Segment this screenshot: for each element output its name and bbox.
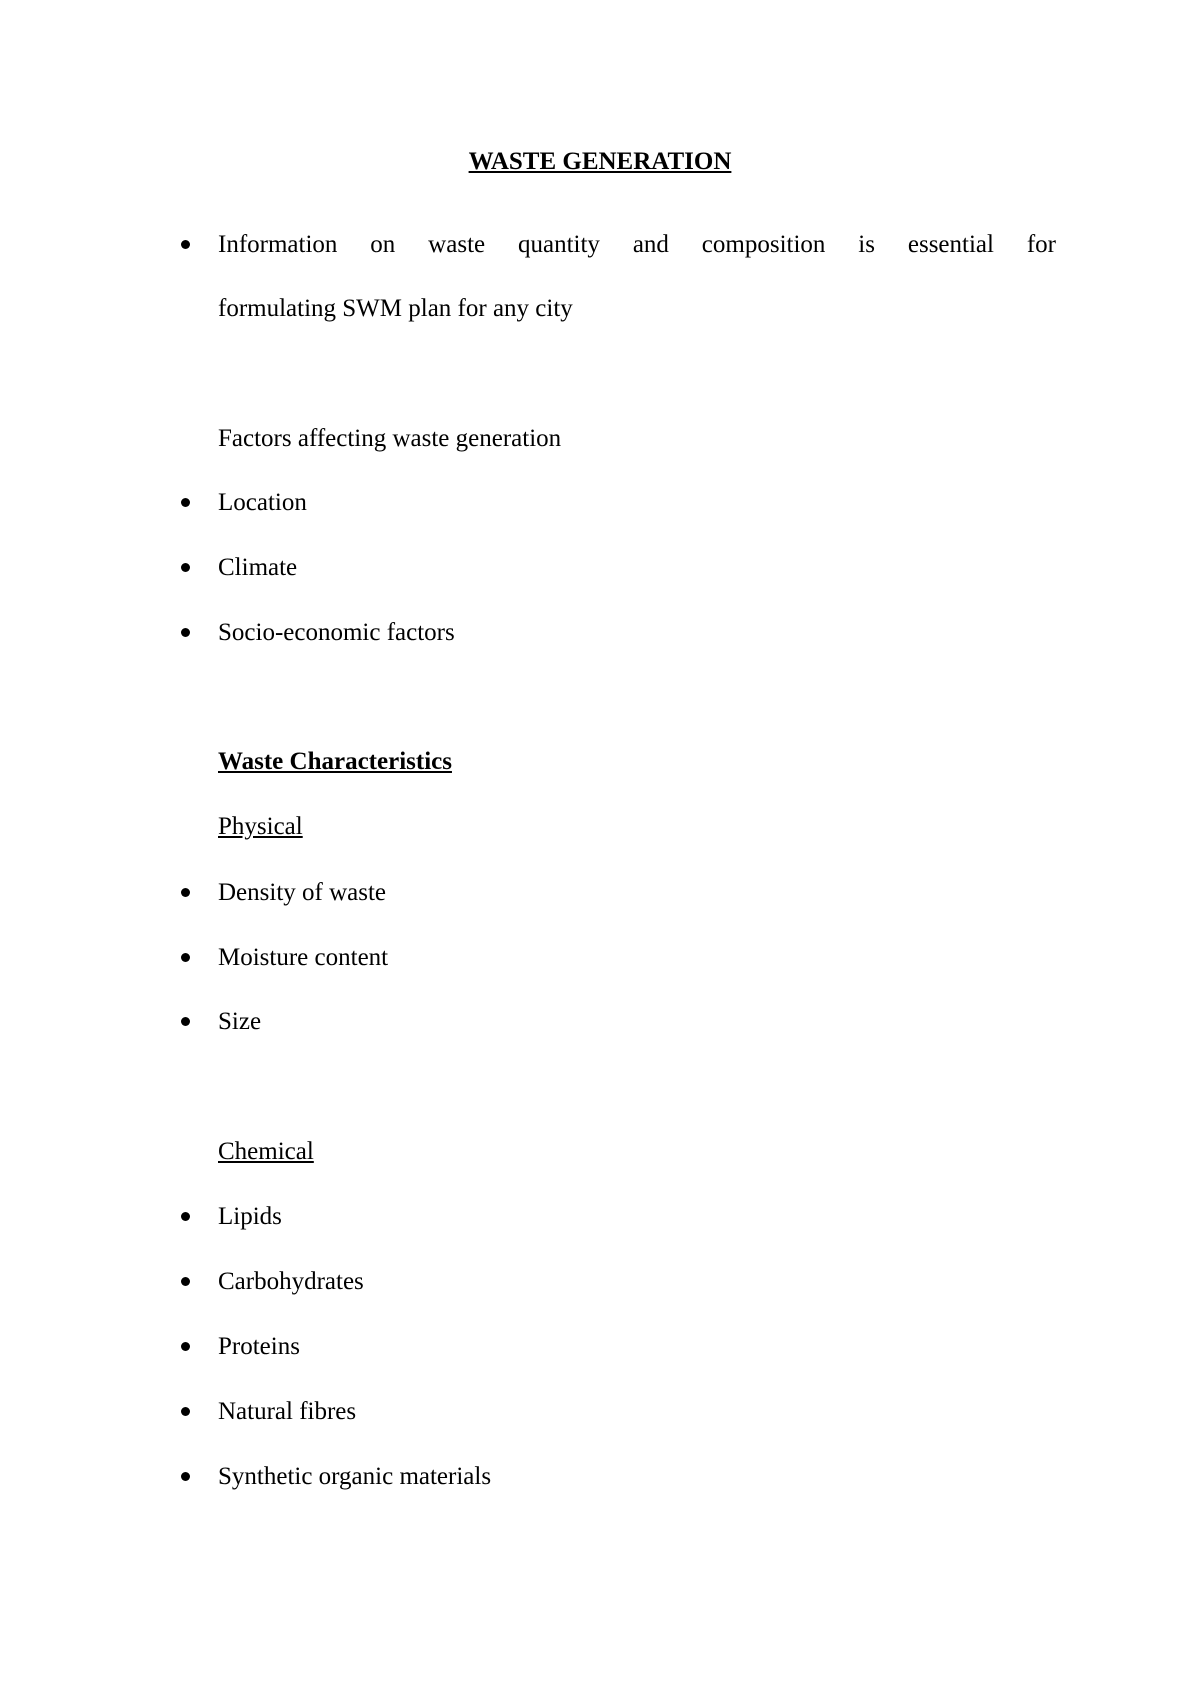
list-item: Socio-economic factors (218, 619, 455, 646)
factors-heading: Factors affecting waste generation (218, 425, 562, 452)
bullet-icon (181, 1212, 190, 1221)
chemical-heading: Chemical (218, 1138, 314, 1165)
list-item: Synthetic organic materials (218, 1463, 492, 1490)
bullet-icon (181, 1472, 190, 1481)
bullet-icon (181, 1017, 190, 1026)
bullet-icon (181, 563, 190, 572)
bullet-icon (181, 240, 190, 249)
bullet-icon (181, 498, 190, 507)
list-item: Proteins (218, 1333, 300, 1360)
intro-line-2: formulating SWM plan for any city (218, 295, 573, 322)
list-item: Natural fibres (218, 1398, 357, 1425)
list-item: Location (218, 489, 307, 516)
bullet-icon (181, 888, 190, 897)
bullet-icon (181, 1277, 190, 1286)
list-item: Lipids (218, 1203, 282, 1230)
list-item: Climate (218, 554, 298, 581)
intro-line-1: Information on waste quantity and composition is essential for (218, 231, 1056, 258)
bullet-icon (181, 953, 190, 962)
list-item: Moisture content (218, 944, 389, 971)
bullet-icon (181, 1342, 190, 1351)
list-item: Density of waste (218, 879, 387, 906)
bullet-icon (181, 1407, 190, 1416)
list-item: Size (218, 1008, 262, 1035)
characteristics-heading: Waste Characteristics (218, 748, 452, 775)
physical-heading: Physical (218, 813, 303, 840)
page-title: WASTE GENERATION (468, 148, 732, 175)
list-item: Carbohydrates (218, 1268, 364, 1295)
bullet-icon (181, 628, 190, 637)
